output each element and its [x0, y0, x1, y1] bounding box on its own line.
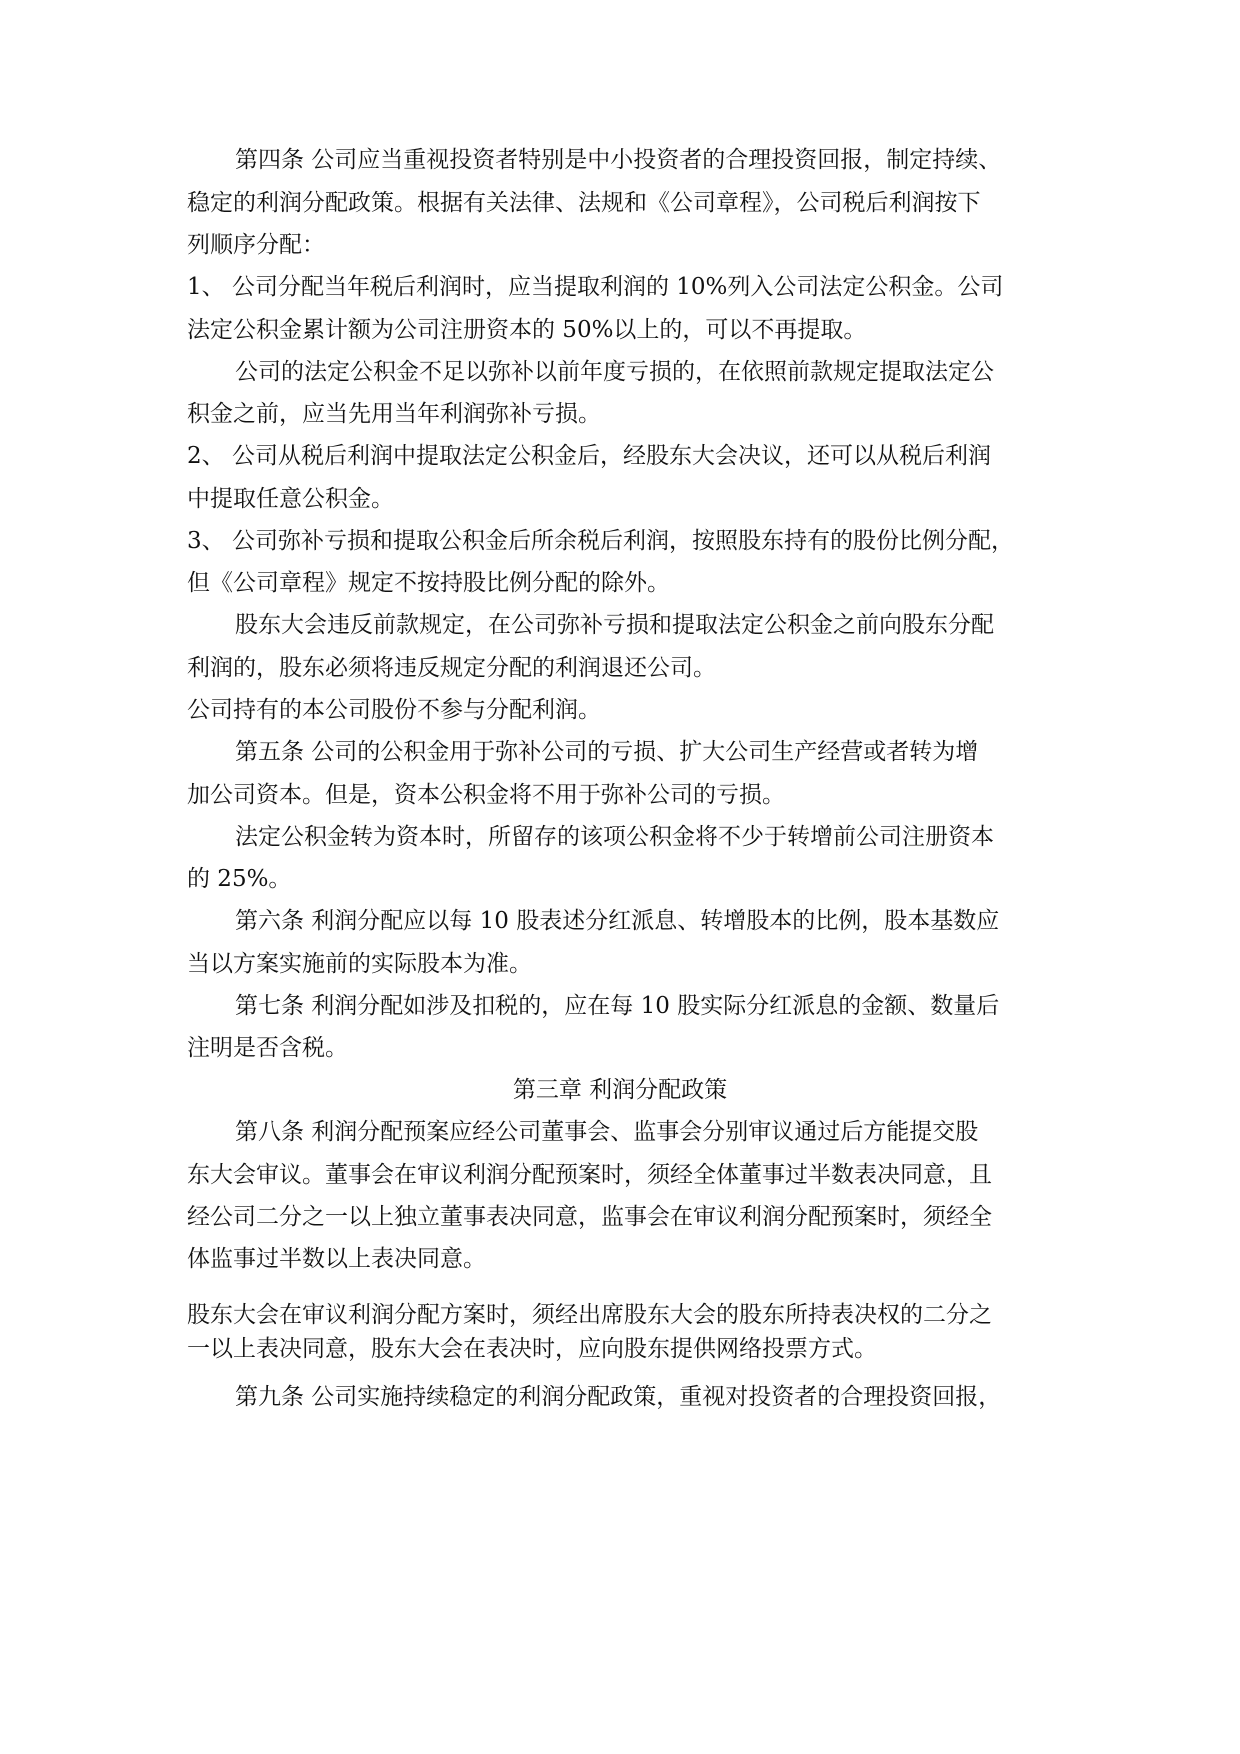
- article-5-line-1: 第五条 公司的公积金用于弥补公司的亏损、扩大公司生产经营或者转为增: [235, 739, 979, 765]
- article-8-line-4: 体监事过半数以上表决同意。: [187, 1246, 486, 1272]
- article-8-line-3: 经公司二分之一以上独立董事表决同意，监事会在审议利润分配预案时，须经全: [187, 1204, 992, 1230]
- item-2-line-1: 2、 公司从税后利润中提取法定公积金后，经股东大会决议，还可以从税后利润: [187, 443, 991, 469]
- own-shares-line: 公司持有的本公司股份不参与分配利润。: [187, 697, 601, 723]
- article-8-line-1: 第八条 利润分配预案应经公司董事会、监事会分别审议通过后方能提交股: [235, 1119, 979, 1145]
- violation-line-2: 利润的，股东必须将违反规定分配的利润退还公司。: [187, 655, 716, 681]
- article-5-note-line-2: 的 25%。: [187, 866, 292, 892]
- item-1-line-2: 法定公积金累计额为公司注册资本的 50%以上的，可以不再提取。: [187, 317, 867, 343]
- article-5-line-2: 加公司资本。但是，资本公积金将不用于弥补公司的亏损。: [187, 782, 785, 808]
- article-4-line-2: 稳定的利润分配政策。根据有关法律、法规和《公司章程》，公司税后利润按下: [187, 190, 981, 216]
- article-7-line-1: 第七条 利润分配如涉及扣税的，应在每 10 股实际分红派息的金额、数量后: [235, 993, 1000, 1019]
- article-7-line-2: 注明是否含税。: [187, 1035, 348, 1061]
- item-3-line-1: 3、 公司弥补亏损和提取公积金后所余税后利润，按照股东持有的股份比例分配，: [187, 528, 1014, 554]
- item-3-line-2: 但《公司章程》规定不按持股比例分配的除外。: [187, 570, 670, 596]
- item-1-note-line-2: 积金之前，应当先用当年利润弥补亏损。: [187, 401, 601, 427]
- article-5-note-line-1: 法定公积金转为资本时，所留存的该项公积金将不少于转增前公司注册资本: [235, 824, 994, 850]
- chapter-3-title: 第三章 利润分配政策: [512, 1077, 728, 1103]
- item-1-line-1: 1、 公司分配当年税后利润时，应当提取利润的 10%列入公司法定公积金。公司: [187, 274, 1004, 300]
- article-8-line-2: 东大会审议。董事会在审议利润分配预案时，须经全体董事过半数表决同意，且: [187, 1162, 992, 1188]
- item-2-line-2: 中提取任意公积金。: [187, 486, 394, 512]
- violation-line-1: 股东大会违反前款规定，在公司弥补亏损和提取法定公积金之前向股东分配: [235, 612, 994, 638]
- article-6-line-2: 当以方案实施前的实际股本为准。: [187, 951, 532, 977]
- article-4-line-3: 列顺序分配：: [187, 232, 325, 258]
- shareholder-meeting-line-2: 一以上表决同意，股东大会在表决时，应向股东提供网络投票方式。: [187, 1336, 877, 1362]
- item-1-note-line-1: 公司的法定公积金不足以弥补以前年度亏损的，在依照前款规定提取法定公: [235, 359, 994, 385]
- article-6-line-1: 第六条 利润分配应以每 10 股表述分红派息、转增股本的比例，股本基数应: [235, 908, 1000, 934]
- article-9-line-1: 第九条 公司实施持续稳定的利润分配政策，重视对投资者的合理投资回报，: [235, 1384, 1002, 1410]
- article-4-line-1: 第四条 公司应当重视投资者特别是中小投资者的合理投资回报，制定持续、: [235, 147, 1002, 173]
- shareholder-meeting-line-1: 股东大会在审议利润分配方案时，须经出席股东大会的股东所持表决权的二分之: [187, 1302, 992, 1328]
